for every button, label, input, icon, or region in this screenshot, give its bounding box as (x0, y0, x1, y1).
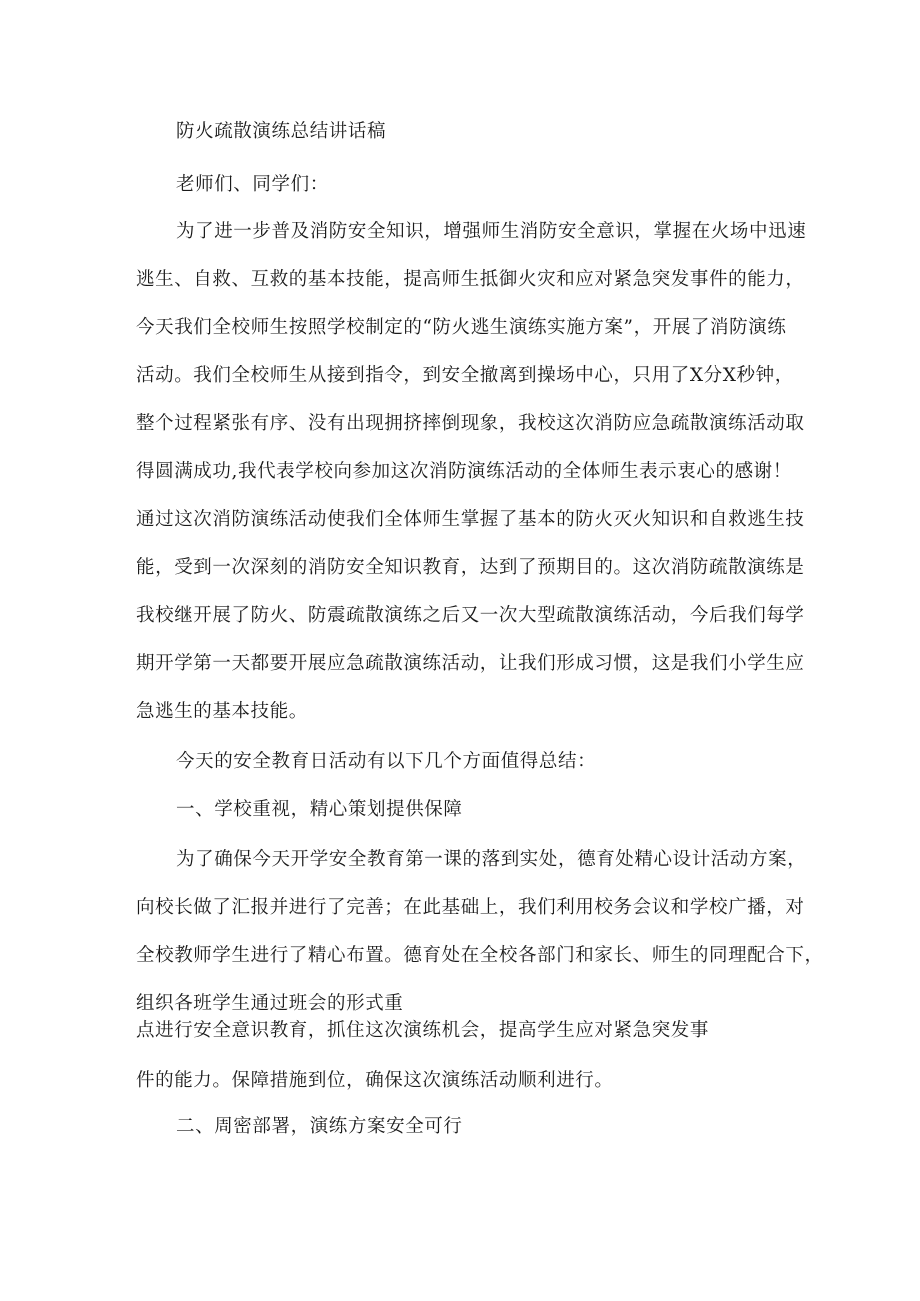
body-line: 我校继开展了防火、防震疏散演练之后又一次大型疏散演练活动，今后我们每学 (136, 605, 805, 626)
body-line: 能，受到一次深刻的消防安全知识教育，达到了预期目的。这次消防疏散演练是 (136, 557, 805, 578)
body-line: 活动。我们全校师生从接到指令，到安全撤离到操场中心，只用了X分X秒钟， (136, 365, 794, 386)
body-line: 为了确保今天开学安全教育第一课的落到实处，德育处精心设计活动方案， (176, 849, 807, 870)
body-line: 组织各班学生通过班会的形式重 (136, 993, 404, 1014)
body-line: 急逃生的基本技能。 (136, 701, 308, 722)
body-line: 得圆满成功,我代表学校向参加这次消防演练活动的全体师生表示衷心的感谢！ (136, 461, 792, 482)
body-line: 为了进一步普及消防安全知识，增强师生消防安全意识，掌握在火场中迅速 (176, 221, 807, 242)
body-line: 全校教师学生进行了精心布置。德育处在全校各部门和家长、师生的同理配合下， (136, 945, 824, 966)
body-line: 点进行安全意识教育，抓住这次演练机会，提高学生应对紧急突发事 (136, 1020, 710, 1041)
document-title: 防火疏散演练总结讲话稿 (176, 121, 387, 142)
section-heading: 二、周密部署，演练方案安全可行 (176, 1116, 463, 1137)
body-line: 今天我们全校师生按照学校制定的“防火逃生演练实施方案”，开展了消防演练 (136, 317, 787, 338)
salutation: 老师们、同学们： (176, 174, 329, 195)
body-line: 期开学第一天都要开展应急疏散演练活动，让我们形成习惯，这是我们小学生应 (136, 653, 805, 674)
body-line: 向校长做了汇报并进行了完善；在此基础上，我们利用校务会议和学校广播，对 (136, 897, 805, 918)
section-intro: 今天的安全教育日活动有以下几个方面值得总结： (176, 751, 597, 772)
body-line: 件的能力。保障措施到位，确保这次演练活动顺利进行。 (136, 1070, 614, 1091)
body-line: 整个过程紧张有序、没有出现拥挤摔倒现象，我校这次消防应急疏散演练活动取 (136, 413, 805, 434)
section-heading: 一、学校重视，精心策划提供保障 (176, 799, 463, 820)
body-line: 通过这次消防演练活动使我们全体师生掌握了基本的防火灭火知识和自救逃生技 (136, 509, 805, 530)
body-line: 逃生、自救、互救的基本技能，提高师生抵御火灾和应对紧急突发事件的能力， (136, 269, 805, 290)
